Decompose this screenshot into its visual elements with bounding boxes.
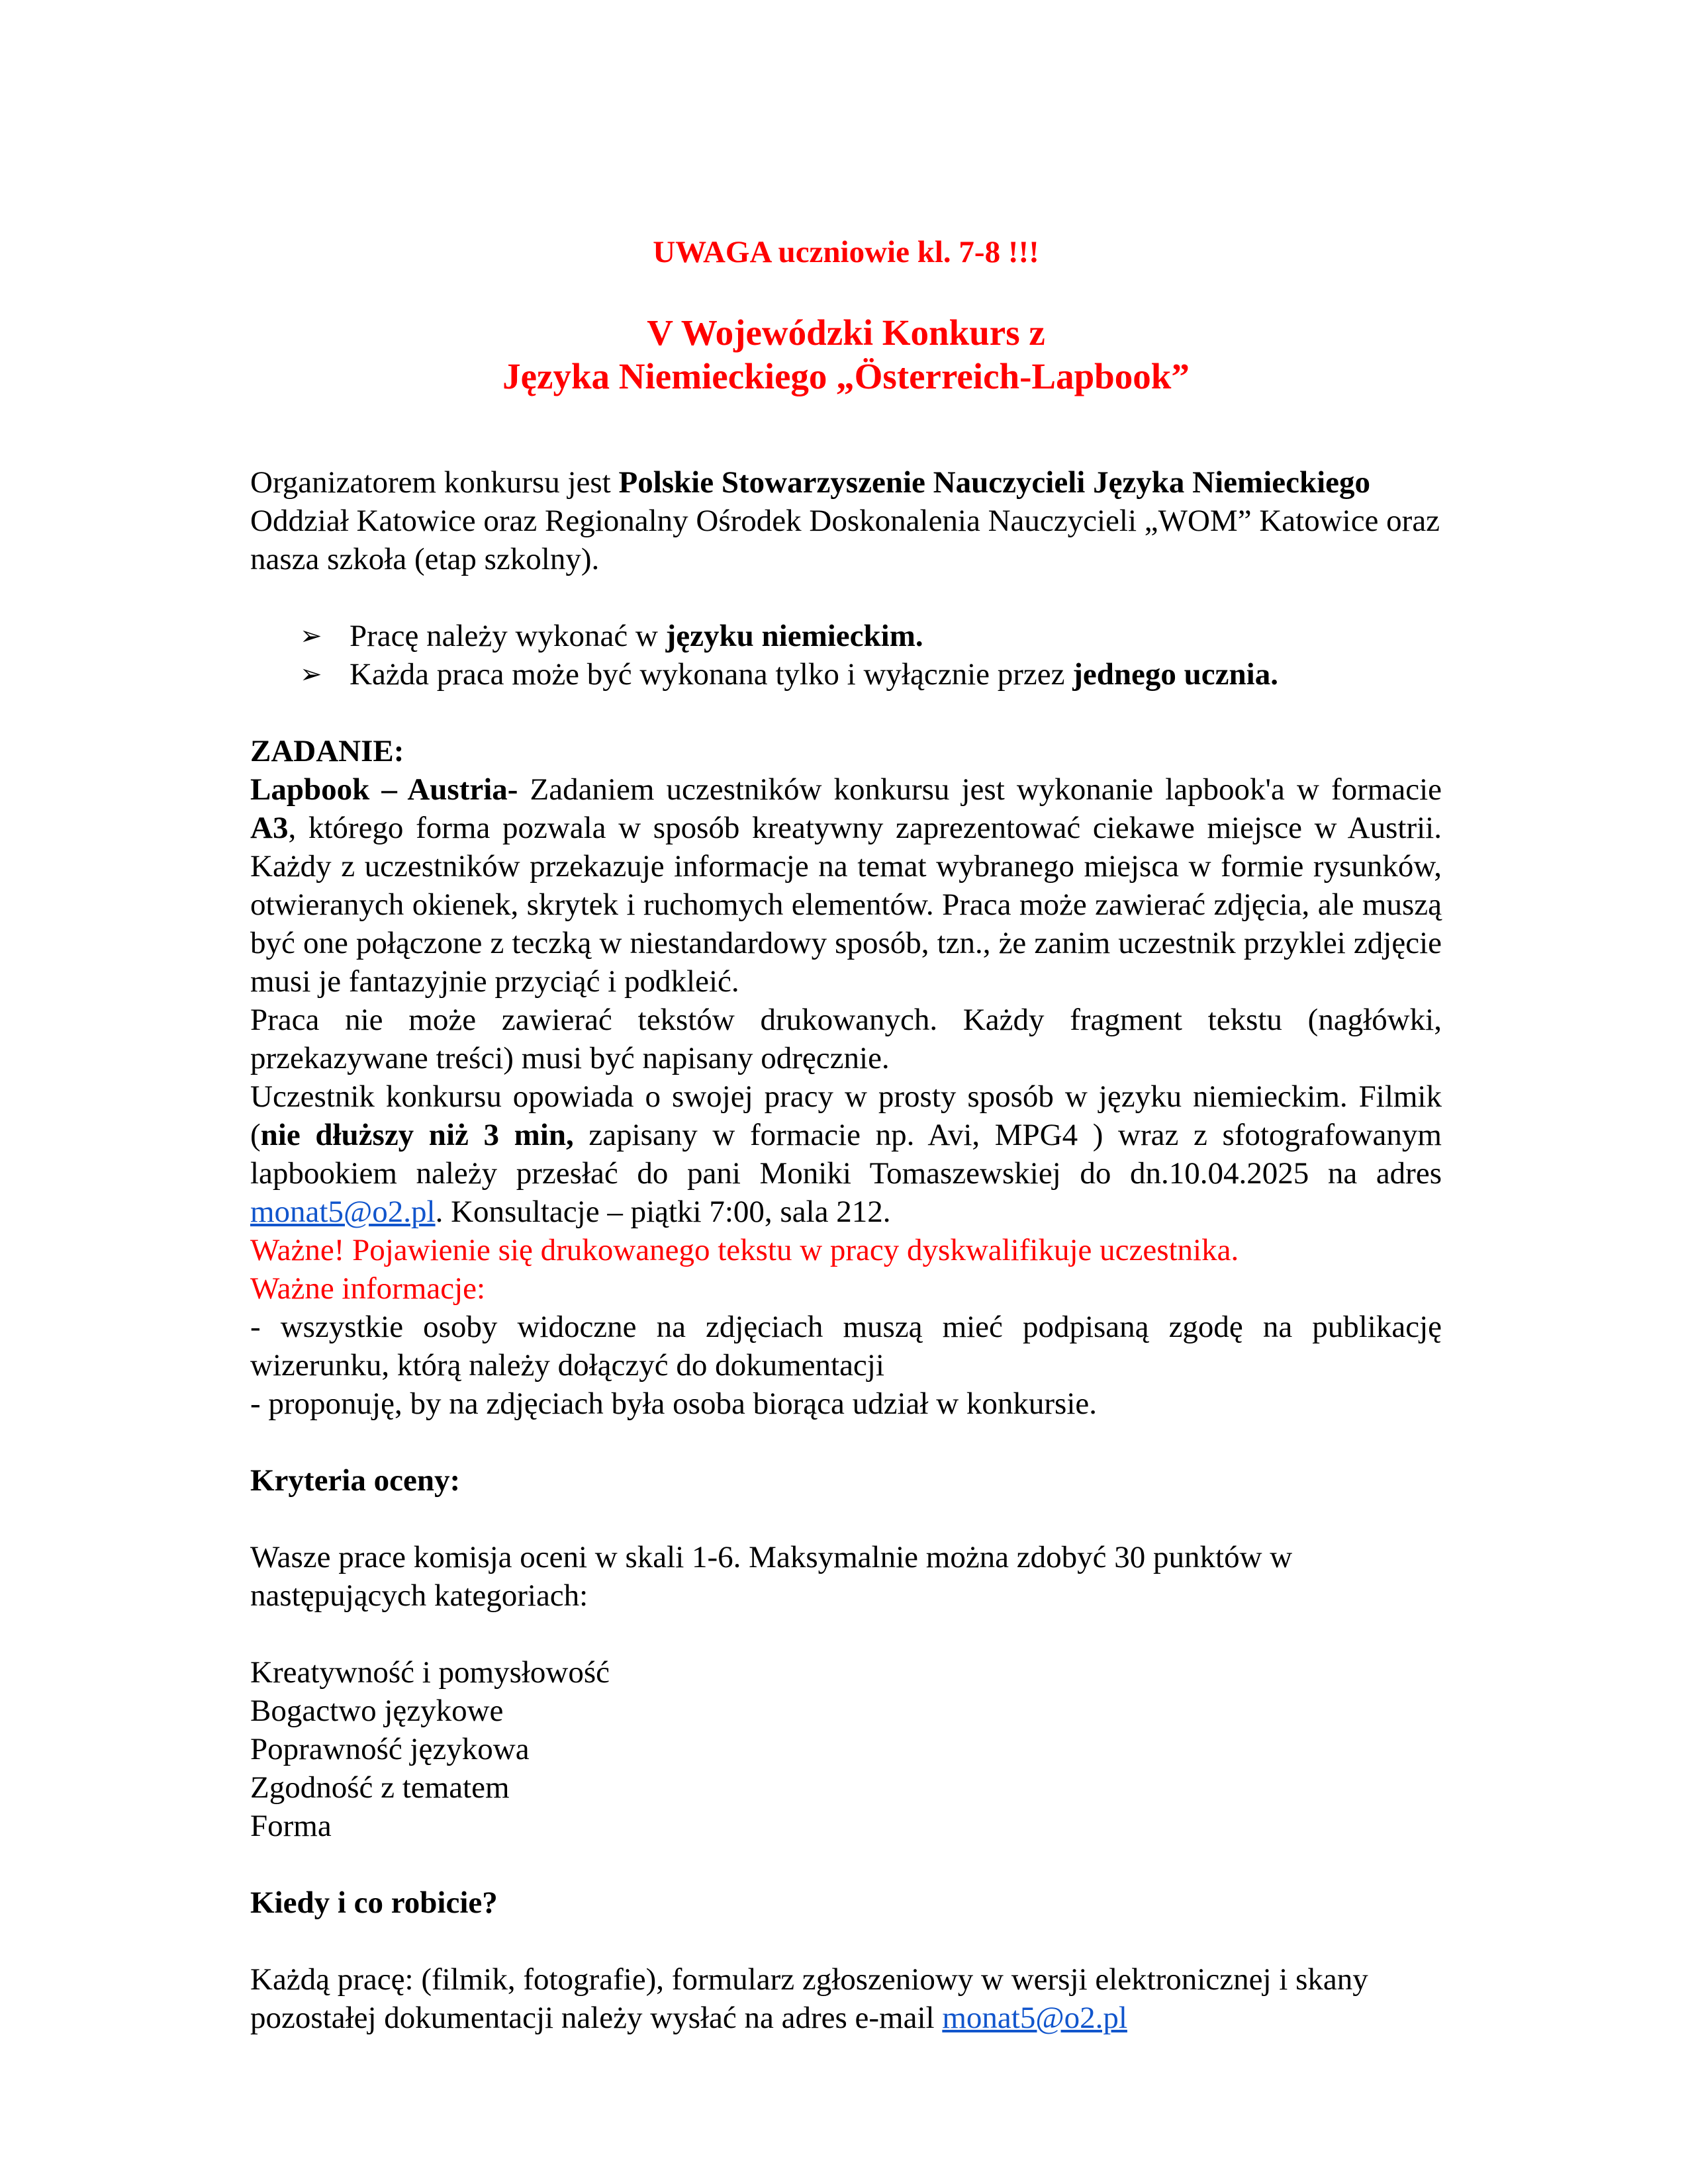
criteria-item: Zgodność z tematem [250,1770,510,1805]
rule-text: Pracę należy wykonać w [350,619,666,653]
video-length-bold: nie dłuższy niż 3 min, [260,1118,574,1152]
document-title [250,311,1442,398]
task-text-1: Zadaniem uczestników konkursu jest wykonanie lapbook'a w formacie [518,772,1442,807]
when-heading: Kiedy i co robicie? [250,1886,498,1920]
video-text-1: Uczestnik konkursu opowiada o swojej pracy w prosty sposób w języku niemieckim. Filmik ( [250,1079,1442,1152]
criteria-list [250,1653,1442,1845]
task-description [250,770,1442,1001]
rule-bold: jednego ucznia. [1072,657,1278,692]
title-line-2: Języka Niemieckiego „Österreich-Lapbook” [502,356,1190,396]
intro-text-2: Oddział Katowice oraz Regionalny Ośrodek Doskonalenia Nauczycieli „WOM” Katowice oraz nasza szkoła (etap szkolny). [250,504,1440,576]
attention-header: UWAGA uczniowie kl. 7-8 !!! [653,235,1039,269]
video-text-2: zapisany w formacie np. Avi, MPG4 ) wraz z sfotografowanym lapbookiem należy przesłać do pani Moniki Tomaszewskiej do dn.10.04.2025 na adres [250,1118,1442,1191]
task-text-2: , którego forma pozwala w sposób kreatywny zaprezentować ciekawe miejsce w Austrii. Każdy z uczestników przekazuje informacje na temat wybranego miejsca w formie rysunków, otwieranych okienek, skrytek i ruchomych elementów. Praca może zawierać zdjęcia, ale muszą być one połączone z teczką w niestandardowy sposób, tzn., że zanim uczestnik przyklei zdjęcie musi je fantazyjnie przyciąć i podkleić. [250,811,1442,999]
consent-info: - wszystkie osoby widoczne na zdjęciach muszą mieć podpisaną zgodę na publikację wizerunku, którą należy dołączyć do dokumentacji [250,1310,1442,1383]
criteria-item: Forma [250,1809,332,1843]
criteria-item: Poprawność językowa [250,1732,530,1766]
intro-text-1: Organizatorem konkursu jest [250,465,619,500]
submission-text: Każdą pracę: (filmik, fotografie), formularz zgłoszeniowy w wersji elektronicznej i skany pozostałej dokumentacji należy wysłać na adres e-mail [250,1962,1368,2035]
handwriting-rule: Praca nie może zawierać tekstów drukowanych. Każdy fragment tekstu (nagłówki, przekazywane treści) musi być napisany odręcznie. [250,1003,1442,1075]
email-link[interactable]: monat5@o2.pl [250,1195,436,1229]
task-heading: ZADANIE: [250,734,404,768]
task-format-bold: A3 [250,811,289,845]
document-page [250,233,1442,2037]
arrow-bullet-icon: ➢ [300,621,322,651]
photo-suggestion: - proponuję, by na zdjęciach była osoba biorąca udział w konkursie. [250,1387,1098,1421]
title-line-1: V Wojewódzki Konkurs z [647,312,1045,353]
rule-text: Każda praca może być wykonana tylko i wyłącznie przez [350,657,1073,692]
arrow-bullet-icon: ➢ [300,659,322,690]
rule-bold: języku niemieckim. [665,619,923,653]
video-text-3: . Konsultacje – piątki 7:00, sala 212. [435,1195,891,1229]
rules-list [250,617,1442,694]
intro-organizer-bold: Polskie Stowarzyszenie Nauczycieli Języka Niemieckiego [618,465,1371,500]
task-lapbook-bold: Lapbook – Austria- [250,772,518,807]
submission-instructions [250,1960,1442,2037]
submission-email-link[interactable]: monat5@o2.pl [942,2001,1127,2035]
important-info-heading: Ważne informacje: [250,1271,486,1306]
criteria-item: Bogactwo językowe [250,1694,504,1728]
disqualification-warning: Ważne! Pojawienie się drukowanego tekstu w pracy dyskwalifikuje uczestnika. [250,1233,1239,1267]
criteria-heading: Kryteria oceny: [250,1463,461,1498]
rules-list-item [250,617,1442,655]
criteria-intro: Wasze prace komisja oceni w skali 1-6. Maksymalnie można zdobyć 30 punktów w następujących kategoriach: [250,1540,1293,1613]
video-instructions [250,1077,1442,1231]
organizer-paragraph [250,463,1442,578]
rules-list-item [250,655,1442,694]
criteria-item: Kreatywność i pomysłowość [250,1655,610,1690]
